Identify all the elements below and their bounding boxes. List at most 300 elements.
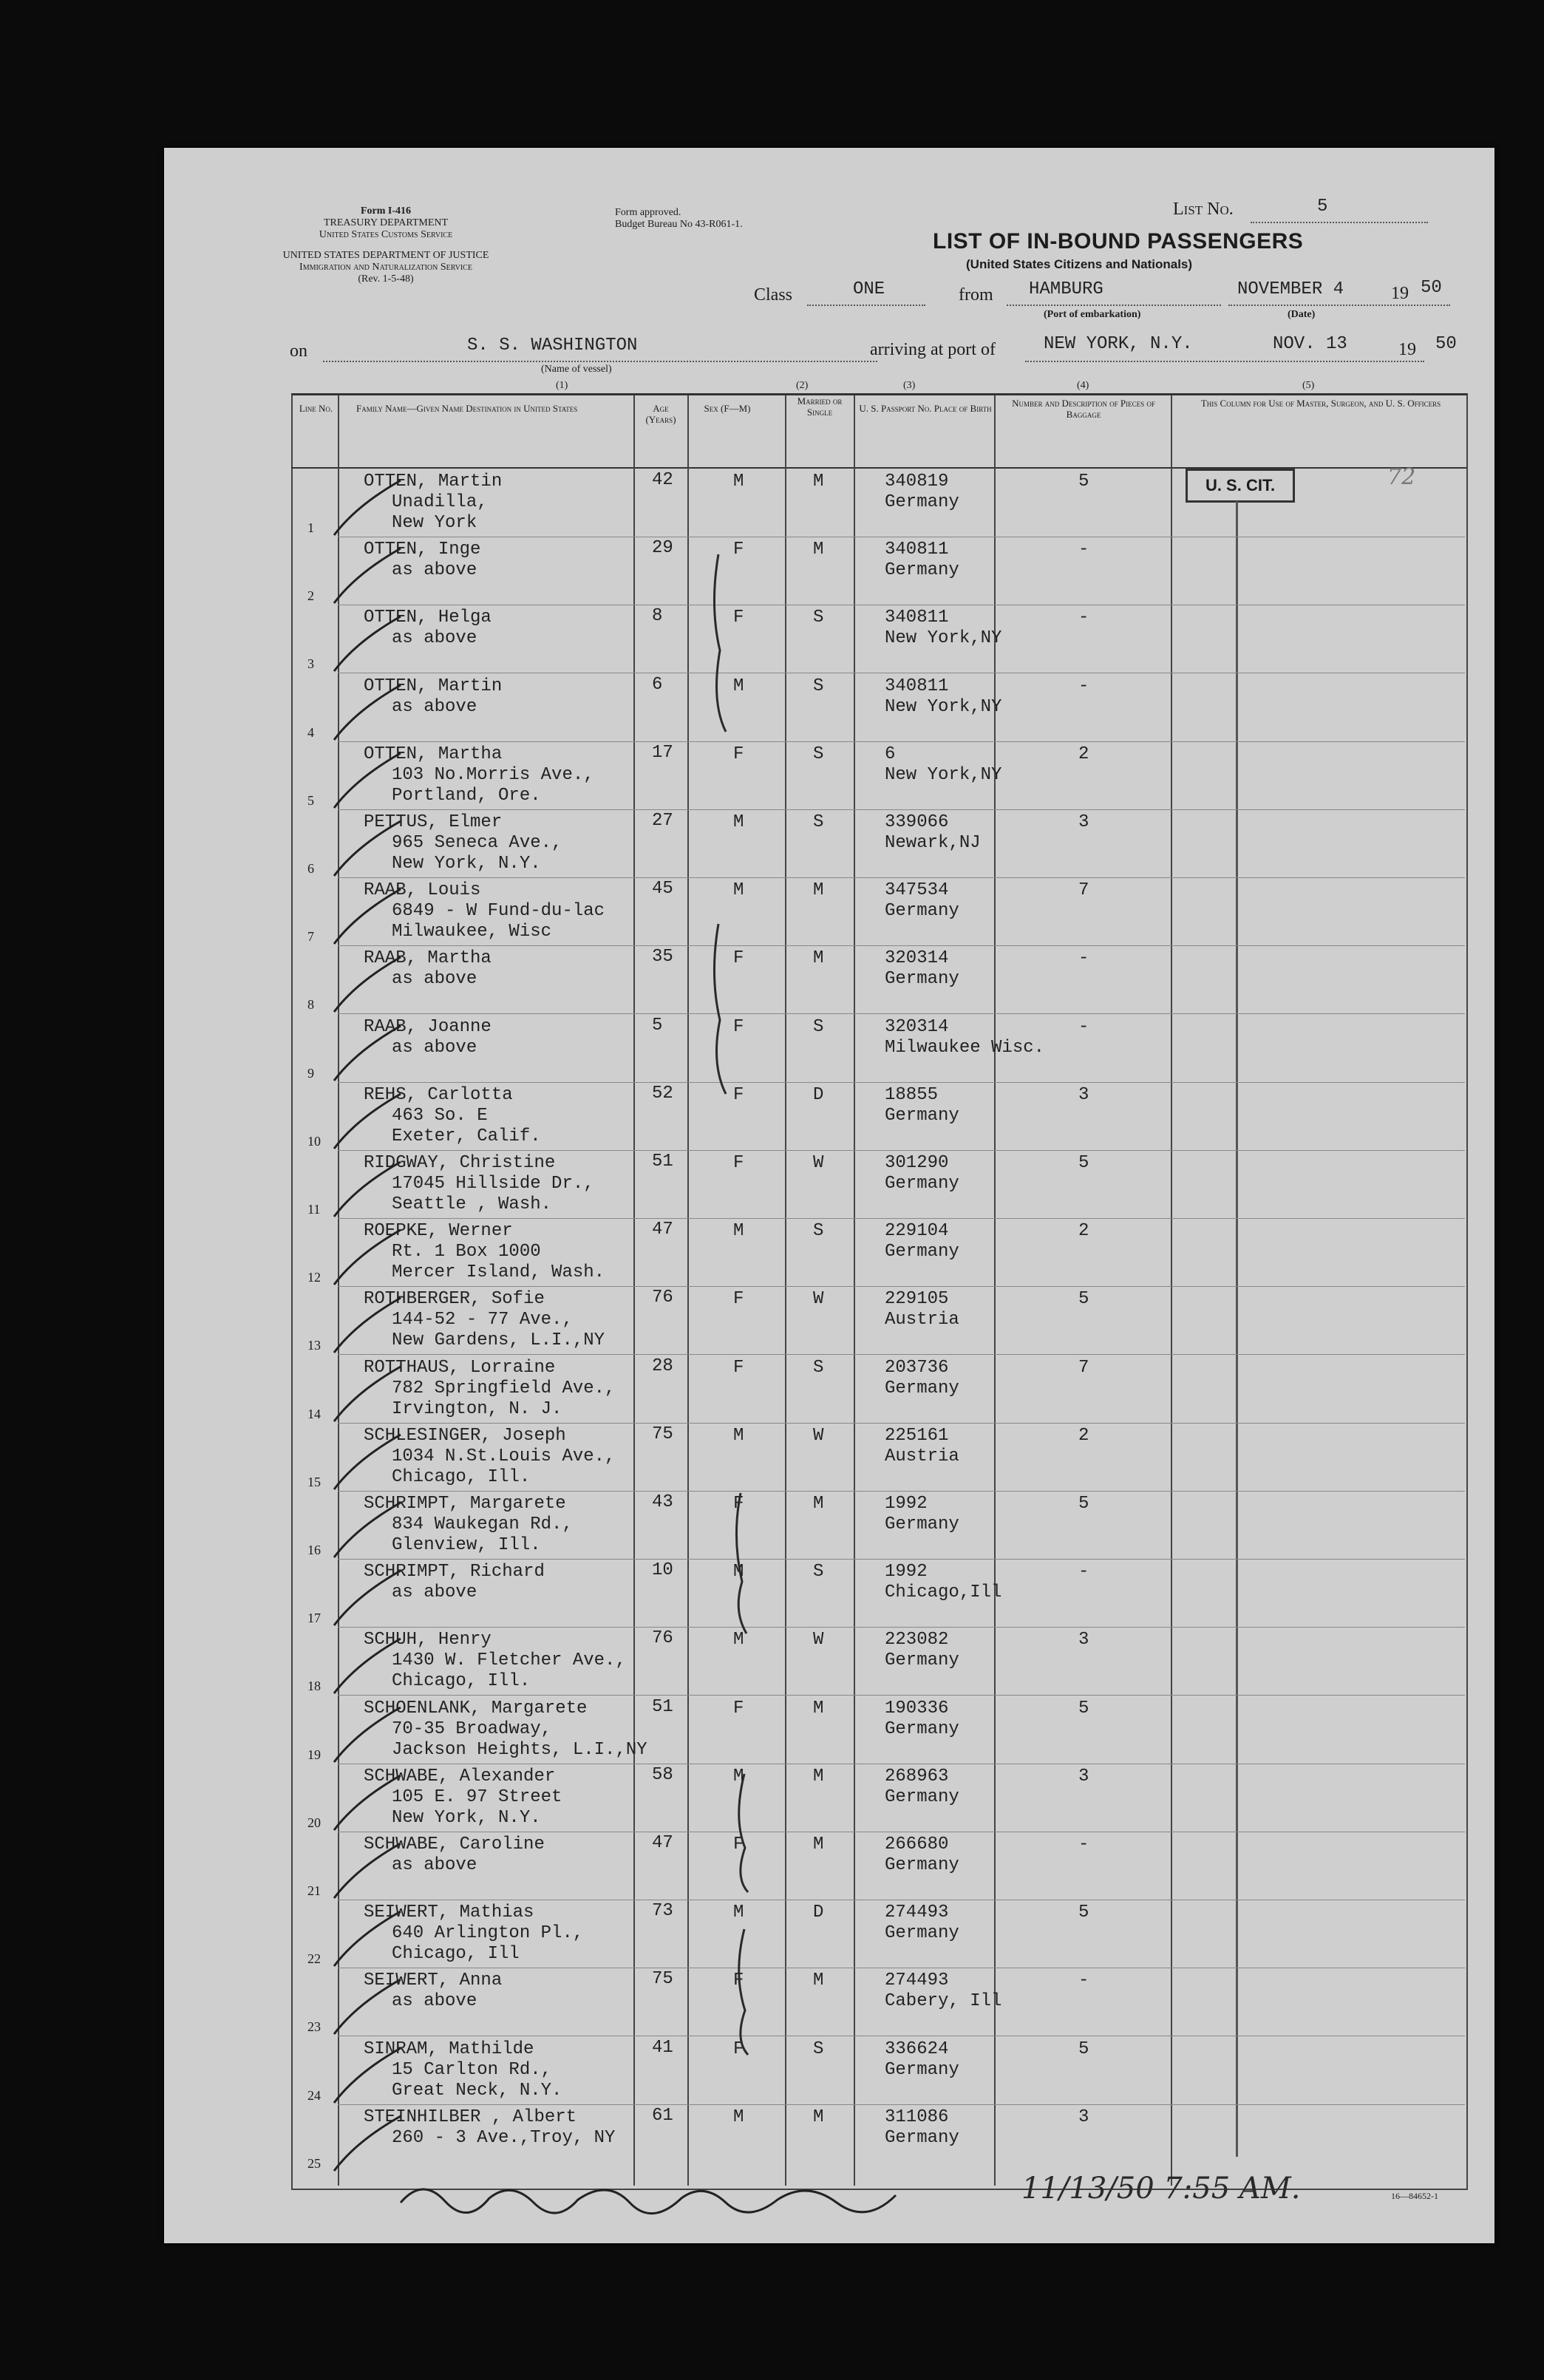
vessel-name: S. S. WASHINGTON xyxy=(467,336,638,356)
address-line-1: as above xyxy=(392,969,477,989)
passport-number: 347534 xyxy=(885,880,949,900)
check-mark-icon xyxy=(319,1771,408,1837)
col-header-line: Line No. xyxy=(299,403,333,414)
place-of-birth: Germany xyxy=(885,1174,959,1194)
embarkation-port: HAMBURG xyxy=(1029,279,1103,299)
check-mark-icon xyxy=(319,544,408,611)
col-header-baggage: Number and Description of Pieces of Baggage xyxy=(1012,398,1155,420)
sex: F xyxy=(733,1153,744,1173)
marital-status: S xyxy=(813,1017,824,1037)
sex: F xyxy=(733,1971,744,1990)
line-number: 7 xyxy=(307,929,314,944)
place-of-birth: Chicago,Ill xyxy=(885,1582,1002,1602)
form-number: Form I-416 xyxy=(360,205,412,217)
table-row xyxy=(164,537,1494,605)
age: 45 xyxy=(652,879,673,899)
address-line-1: 260 - 3 Ave.,Troy, NY xyxy=(392,2128,616,2148)
col-header-officers: This Column for Use of Master, Surgeon, and U. S. Officers xyxy=(1200,398,1441,409)
passport-number: 320314 xyxy=(885,1017,949,1037)
address-line-2: Chicago, Ill xyxy=(392,1944,520,1964)
list-number-value: 5 xyxy=(1317,197,1328,217)
address-line-2: Exeter, Calif. xyxy=(392,1126,541,1146)
address-line-1: 105 E. 97 Street xyxy=(392,1787,562,1807)
table-row xyxy=(164,1423,1494,1491)
passport-number: 225161 xyxy=(885,1426,949,1446)
place-of-birth: Germany xyxy=(885,901,959,921)
passport-number: 340811 xyxy=(885,608,949,628)
address-line-1: 1430 W. Fletcher Ave., xyxy=(392,1650,626,1670)
address-line-2: Seattle , Wash. xyxy=(392,1194,552,1214)
us-citizen-stamp: U. S. CIT. xyxy=(1186,469,1295,503)
baggage-count: - xyxy=(1078,948,1089,968)
sex: F xyxy=(733,2039,744,2059)
form-approved: Form approved. xyxy=(615,207,681,218)
class-value: ONE xyxy=(853,279,885,299)
age: 75 xyxy=(652,1969,673,1989)
passenger-name: RAAB, Martha xyxy=(364,948,492,968)
place-of-birth: Germany xyxy=(885,1106,959,1126)
passport-number: 340819 xyxy=(885,472,949,492)
ins-label: Immigration and Naturalization Service xyxy=(299,262,472,273)
table-row xyxy=(164,1696,1494,1764)
sex: F xyxy=(733,1494,744,1514)
passenger-name: STEINHILBER , Albert xyxy=(364,2107,577,2127)
passenger-name: OTTEN, Martin xyxy=(364,472,503,492)
age: 47 xyxy=(652,1220,673,1240)
sex: M xyxy=(733,472,744,492)
passport-number: 336624 xyxy=(885,2039,949,2059)
place-of-birth: Cabery, Ill xyxy=(885,1991,1002,2011)
passenger-name: SCHWABE, Caroline xyxy=(364,1835,545,1854)
table-row xyxy=(164,1014,1494,1082)
age: 76 xyxy=(652,1288,673,1308)
check-mark-icon xyxy=(319,1634,408,1701)
age: 28 xyxy=(652,1356,673,1376)
customs-label: United States Customs Service xyxy=(319,229,453,240)
sex: M xyxy=(733,1630,744,1650)
place-of-birth: Germany xyxy=(885,2060,959,2080)
place-of-birth: Newark,NJ xyxy=(885,833,981,853)
line-number: 8 xyxy=(307,997,314,1012)
sex: F xyxy=(733,1085,744,1105)
passenger-name: SCHOENLANK, Margarete xyxy=(364,1699,588,1718)
marital-status: S xyxy=(813,1221,824,1241)
line-number: 20 xyxy=(307,1815,321,1830)
embark-line xyxy=(1007,305,1221,306)
address-line-1: as above xyxy=(392,1991,477,2011)
marital-status: S xyxy=(813,608,824,628)
address-line-1: 1034 N.St.Louis Ave., xyxy=(392,1446,616,1466)
inspector-signature xyxy=(393,2173,911,2217)
passenger-name: SEIWERT, Mathias xyxy=(364,1903,534,1922)
check-mark-icon xyxy=(319,1975,408,2041)
passport-number: 340811 xyxy=(885,540,949,560)
line-number: 11 xyxy=(307,1202,321,1217)
line-number: 12 xyxy=(307,1270,321,1285)
table-row xyxy=(164,1286,1494,1354)
address-line-2: Milwaukee, Wisc xyxy=(392,922,552,942)
line-number: 18 xyxy=(307,1679,321,1693)
address-line-2: New York xyxy=(392,513,477,533)
address-line-2: Great Neck, N.Y. xyxy=(392,2081,562,2101)
col-header-passport: U. S. Passport No. Place of Birth xyxy=(859,403,992,414)
check-mark-icon xyxy=(319,1566,408,1633)
year-prefix: 19 xyxy=(1391,284,1409,303)
marital-status: W xyxy=(813,1630,824,1650)
place-of-birth: Milwaukee Wisc. xyxy=(885,1038,1045,1058)
check-mark-icon xyxy=(319,953,408,1019)
passport-number: 203736 xyxy=(885,1358,949,1378)
place-of-birth: Germany xyxy=(885,1923,959,1943)
address-line-1: 103 No.Morris Ave., xyxy=(392,765,594,785)
marital-status: S xyxy=(813,2039,824,2059)
check-mark-icon xyxy=(319,817,408,883)
passenger-name: SCHUH, Henry xyxy=(364,1630,492,1650)
address-line-1: 463 So. E xyxy=(392,1106,488,1126)
date-caption: (Date) xyxy=(1288,309,1316,320)
address-line-1: 965 Seneca Ave., xyxy=(392,833,562,853)
passport-number: 1992 xyxy=(885,1562,928,1582)
check-mark-icon xyxy=(319,1907,408,1973)
passenger-name: ROTTHAUS, Lorraine xyxy=(364,1358,556,1378)
col-marker-2: (2) xyxy=(796,380,809,391)
sex: M xyxy=(733,1426,744,1446)
passport-number: 340811 xyxy=(885,676,949,696)
check-mark-icon xyxy=(319,681,408,747)
address-line-2: New York, N.Y. xyxy=(392,1808,541,1828)
table-row xyxy=(164,2036,1494,2104)
marital-status: S xyxy=(813,812,824,832)
embarkation-caption: (Port of embarkation) xyxy=(1044,309,1141,320)
passenger-name: SCHLESINGER, Joseph xyxy=(364,1426,566,1446)
marital-status: M xyxy=(813,948,824,968)
age: 42 xyxy=(652,470,673,490)
table-row xyxy=(164,2104,1494,2172)
departure-date: NOVEMBER 4 xyxy=(1237,279,1344,299)
marital-status: M xyxy=(813,472,824,492)
check-mark-icon xyxy=(319,1021,408,1088)
col-header-age: Age (Years) xyxy=(645,403,676,425)
place-of-birth: Germany xyxy=(885,1242,959,1262)
line-number: 17 xyxy=(307,1611,321,1625)
baggage-count: - xyxy=(1078,1971,1089,1990)
passport-number: 268963 xyxy=(885,1767,949,1786)
sex: F xyxy=(733,1835,744,1854)
line-number: 19 xyxy=(307,1747,321,1762)
marital-status: M xyxy=(813,1835,824,1854)
baggage-count: 2 xyxy=(1078,1221,1089,1241)
address-line-1: 6849 - W Fund-du-lac xyxy=(392,901,605,921)
check-mark-icon xyxy=(319,612,408,679)
col-header-married: Married or Single xyxy=(797,395,843,418)
age: 10 xyxy=(652,1560,673,1580)
line-number: 25 xyxy=(307,2156,321,2171)
check-mark-icon xyxy=(319,2112,408,2178)
arrival-year-prefix: 19 xyxy=(1398,340,1416,359)
line-number: 16 xyxy=(307,1543,321,1557)
line-number: 10 xyxy=(307,1134,321,1149)
table-row xyxy=(164,945,1494,1013)
marital-status: M xyxy=(813,1767,824,1786)
passenger-name: REHS, Carlotta xyxy=(364,1085,513,1105)
age: 6 xyxy=(652,675,663,695)
check-mark-icon xyxy=(319,1225,408,1292)
sex: M xyxy=(733,2107,744,2127)
address-line-1: as above xyxy=(392,1855,477,1875)
table-row xyxy=(164,469,1494,537)
baggage-count: 3 xyxy=(1078,1630,1089,1650)
address-line-1: 15 Carlton Rd., xyxy=(392,2060,552,2080)
line-number: 2 xyxy=(307,588,314,603)
marital-status: M xyxy=(813,1494,824,1514)
line-number: 21 xyxy=(307,1883,321,1898)
table-row xyxy=(164,877,1494,945)
line-number: 15 xyxy=(307,1475,321,1489)
passport-number: 6 xyxy=(885,744,896,764)
check-mark-icon xyxy=(319,749,408,815)
passport-number: 311086 xyxy=(885,2107,949,2127)
baggage-count: 2 xyxy=(1078,744,1089,764)
passport-number: 274493 xyxy=(885,1971,949,1990)
age: 73 xyxy=(652,1901,673,1921)
passport-number: 320314 xyxy=(885,948,949,968)
age: 75 xyxy=(652,1424,673,1444)
address-line-1: as above xyxy=(392,697,477,717)
baggage-count: 2 xyxy=(1078,1426,1089,1446)
place-of-birth: Germany xyxy=(885,2128,959,2148)
place-of-birth: New York,NY xyxy=(885,765,1002,785)
place-of-birth: Austria xyxy=(885,1310,959,1330)
document-title: LIST OF IN-BOUND PASSENGERS xyxy=(933,229,1304,254)
line-number: 3 xyxy=(307,656,314,671)
line-number: 5 xyxy=(307,793,314,808)
check-mark-icon xyxy=(319,1703,408,1769)
place-of-birth: Germany xyxy=(885,969,959,989)
baggage-count: - xyxy=(1078,540,1089,560)
baggage-count: 3 xyxy=(1078,1767,1089,1786)
marital-status: S xyxy=(813,676,824,696)
passport-number: 1992 xyxy=(885,1494,928,1514)
marital-status: D xyxy=(813,1903,824,1922)
passport-number: 229104 xyxy=(885,1221,949,1241)
line-number: 1 xyxy=(307,520,314,535)
passenger-name: SCHWABE, Alexander xyxy=(364,1767,556,1786)
address-line-2: Mercer Island, Wash. xyxy=(392,1262,605,1282)
age: 17 xyxy=(652,743,673,763)
baggage-count: 3 xyxy=(1078,2107,1089,2127)
arrival-port: NEW YORK, N.Y. xyxy=(1044,334,1193,354)
treasury-label: TREASURY DEPARTMENT xyxy=(323,217,449,228)
marital-status: M xyxy=(813,2107,824,2127)
line-number: 23 xyxy=(307,2019,321,2034)
marital-status: W xyxy=(813,1289,824,1309)
table-row xyxy=(164,1627,1494,1695)
place-of-birth: Germany xyxy=(885,492,959,512)
age: 29 xyxy=(652,538,673,558)
table-row xyxy=(164,1764,1494,1832)
sex: F xyxy=(733,1699,744,1718)
marital-status: S xyxy=(813,1562,824,1582)
address-line-2: New York, N.Y. xyxy=(392,854,541,874)
sex: M xyxy=(733,812,744,832)
passenger-name: SINRAM, Mathilde xyxy=(364,2039,534,2059)
budget-bureau: Budget Bureau No 43-R061-1. xyxy=(615,219,743,230)
passenger-name: ROTHBERGER, Sofie xyxy=(364,1289,545,1309)
baggage-count: 3 xyxy=(1078,1085,1089,1105)
address-line-1: 70-35 Broadway, xyxy=(392,1719,552,1739)
col-marker-5: (5) xyxy=(1302,380,1315,391)
address-line-2: Portland, Ore. xyxy=(392,786,541,806)
age: 5 xyxy=(652,1016,663,1036)
address-line-1: as above xyxy=(392,1582,477,1602)
vessel-line xyxy=(323,361,877,362)
manifest-page xyxy=(164,148,1494,2243)
arrival-line xyxy=(1025,361,1424,362)
place-of-birth: New York,NY xyxy=(885,697,1002,717)
baggage-count: 7 xyxy=(1078,880,1089,900)
marital-status: M xyxy=(813,880,824,900)
passport-number: 223082 xyxy=(885,1630,949,1650)
col-marker-4: (4) xyxy=(1077,380,1089,391)
table-row xyxy=(164,741,1494,809)
passport-number: 301290 xyxy=(885,1153,949,1173)
passenger-name: ROEPKE, Werner xyxy=(364,1221,513,1241)
baggage-count: 5 xyxy=(1078,2039,1089,2059)
baggage-count: 5 xyxy=(1078,1699,1089,1718)
sex: F xyxy=(733,1289,744,1309)
departure-year: 50 xyxy=(1421,278,1442,298)
marital-status: W xyxy=(813,1153,824,1173)
margin-note: 72 xyxy=(1387,464,1416,490)
sex: F xyxy=(733,744,744,764)
passport-number: 274493 xyxy=(885,1903,949,1922)
sex: F xyxy=(733,948,744,968)
passenger-name: OTTEN, Helga xyxy=(364,608,492,628)
baggage-count: 3 xyxy=(1078,812,1089,832)
place-of-birth: Germany xyxy=(885,1719,959,1739)
arrival-date: NOV. 13 xyxy=(1273,334,1347,354)
table-row xyxy=(164,1355,1494,1423)
age: 41 xyxy=(652,2038,673,2058)
line-number: 4 xyxy=(307,725,314,740)
justice-label: UNITED STATES DEPARTMENT OF JUSTICE xyxy=(282,250,489,261)
place-of-birth: Austria xyxy=(885,1446,959,1466)
address-line-1: as above xyxy=(392,628,477,648)
passenger-name: SCHRIMPT, Richard xyxy=(364,1562,545,1582)
check-mark-icon xyxy=(319,1498,408,1565)
passport-number: 18855 xyxy=(885,1085,939,1105)
table-row xyxy=(164,1218,1494,1286)
list-number-label: List No. xyxy=(1173,200,1234,219)
age: 51 xyxy=(652,1152,673,1172)
address-line-1: as above xyxy=(392,1038,477,1058)
place-of-birth: Germany xyxy=(885,1378,959,1398)
check-mark-icon xyxy=(319,1089,408,1156)
place-of-birth: Germany xyxy=(885,1514,959,1534)
list-number-line xyxy=(1251,222,1428,223)
footer-code: 16—84652-1 xyxy=(1391,2191,1438,2201)
from-label: from xyxy=(959,285,993,305)
col-marker-3: (3) xyxy=(903,380,916,391)
arriving-label: arriving at port of xyxy=(870,340,996,359)
passenger-name: RAAB, Joanne xyxy=(364,1017,492,1037)
line-number: 22 xyxy=(307,1951,321,1966)
revision-label: (Rev. 1-5-48) xyxy=(358,273,414,285)
check-mark-icon xyxy=(319,1839,408,1905)
table-row xyxy=(164,1559,1494,1627)
baggage-count: 5 xyxy=(1078,1494,1089,1514)
sex: F xyxy=(733,1017,744,1037)
sex: M xyxy=(733,1221,744,1241)
baggage-count: - xyxy=(1078,1017,1089,1037)
sex: F xyxy=(733,608,744,628)
sex: M xyxy=(733,676,744,696)
age: 43 xyxy=(652,1492,673,1512)
passenger-name: OTTEN, Inge xyxy=(364,540,481,560)
baggage-count: 5 xyxy=(1078,472,1089,492)
check-mark-icon xyxy=(319,1293,408,1360)
table-row xyxy=(164,673,1494,741)
table-row xyxy=(164,1150,1494,1218)
marital-status: S xyxy=(813,1358,824,1378)
address-line-1: 782 Springfield Ave., xyxy=(392,1378,616,1398)
age: 61 xyxy=(652,2106,673,2126)
baggage-count: - xyxy=(1078,608,1089,628)
passenger-name: PETTUS, Elmer xyxy=(364,812,503,832)
address-line-1: Unadilla, xyxy=(392,492,488,512)
line-number: 24 xyxy=(307,2088,321,2103)
marital-status: M xyxy=(813,540,824,560)
table-row xyxy=(164,1900,1494,1968)
table-row xyxy=(164,1082,1494,1150)
table-row xyxy=(164,1491,1494,1559)
address-line-1: 834 Waukegan Rd., xyxy=(392,1514,573,1534)
check-mark-icon xyxy=(319,476,408,543)
passport-number: 229105 xyxy=(885,1289,949,1309)
marital-status: S xyxy=(813,744,824,764)
on-label: on xyxy=(290,341,307,361)
baggage-count: - xyxy=(1078,1835,1089,1854)
passenger-name: OTTEN, Martha xyxy=(364,744,503,764)
passenger-name: SEIWERT, Anna xyxy=(364,1971,503,1990)
table-row xyxy=(164,605,1494,673)
address-line-1: 144-52 - 77 Ave., xyxy=(392,1310,573,1330)
address-line-1: 640 Arlington Pl., xyxy=(392,1923,584,1943)
line-number: 9 xyxy=(307,1066,314,1081)
address-line-2: Jackson Heights, L.I.,NY xyxy=(392,1740,647,1760)
date-line xyxy=(1228,305,1450,306)
passport-number: 190336 xyxy=(885,1699,949,1718)
address-line-2: Glenview, Ill. xyxy=(392,1535,541,1555)
age: 8 xyxy=(652,606,663,626)
arrival-year: 50 xyxy=(1435,334,1457,354)
baggage-count: 7 xyxy=(1078,1358,1089,1378)
class-label: Class xyxy=(754,285,793,305)
place-of-birth: Germany xyxy=(885,1787,959,1807)
check-mark-icon xyxy=(319,885,408,951)
sex: F xyxy=(733,1358,744,1378)
passport-number: 339066 xyxy=(885,812,949,832)
col-marker-1: (1) xyxy=(556,380,568,391)
table-row xyxy=(164,809,1494,877)
sex: M xyxy=(733,1903,744,1922)
sex: M xyxy=(733,880,744,900)
address-line-2: Irvington, N. J. xyxy=(392,1399,562,1419)
baggage-count: - xyxy=(1078,1562,1089,1582)
check-mark-icon xyxy=(319,1430,408,1497)
age: 35 xyxy=(652,947,673,967)
address-line-2: Chicago, Ill. xyxy=(392,1467,531,1487)
